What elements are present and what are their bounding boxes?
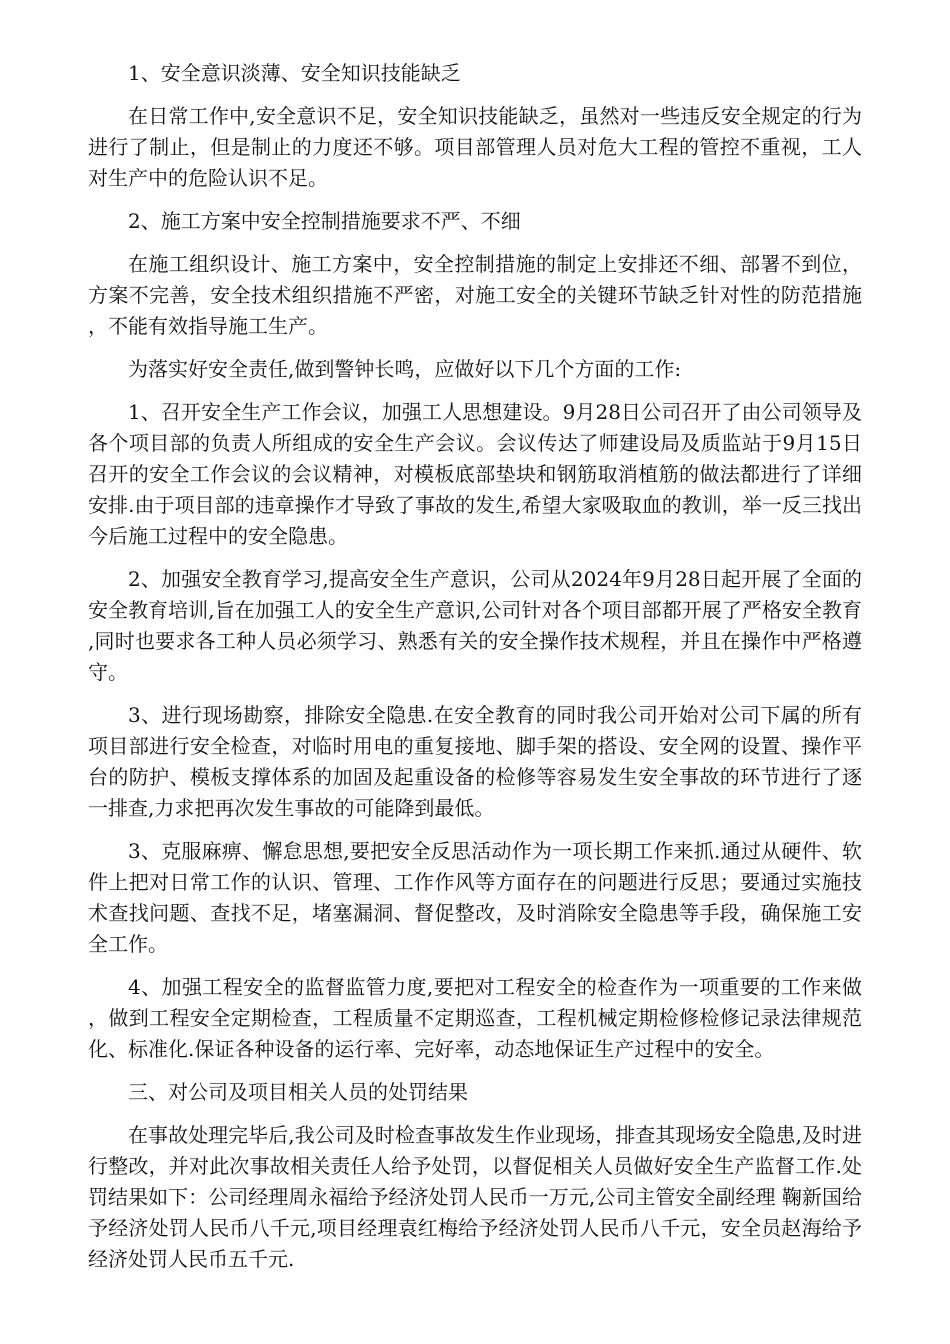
paragraph-measure-education: 2、加强安全教育学习,提高安全生产意识，公司从2024年9月28日起开展了全面的安全教育培训,旨在加强工人的安全生产意识,公司针对各个项目部都开展了严格安全教育,同时也要求各工种人员必须学习、熟悉有关的安全操作技术规程，并且在操作中严格遵守。 bbox=[88, 567, 862, 684]
section-heading-penalties: 三、对公司及项目相关人员的处罚结果 bbox=[128, 1080, 468, 1104]
section-heading-construction-plan: 2、施工方案中安全控制措施要求不严、不细 bbox=[128, 209, 521, 233]
paragraph-measure-inspection: 3、进行现场勘察，排除安全隐患.在安全教育的同时我公司开始对公司下属的所有项目部进行安全检查，对临时用电的重复接地、脚手架的搭设、安全网的设置、操作平台的防护、模板支撑体系的加固及起重设备的检修等容易发生安全事故的环节进行了逐一排查,力求把再次发生事故的可能降到最低。 bbox=[88, 703, 862, 820]
paragraph-construction-plan: 在施工组织设计、施工方案中，安全控制措施的制定上安排还不细、部署不到位，方案不完善，安全技术组织措施不严密，对施工安全的关键环节缺乏针对性的防范措施，不能有效指导施工生产。 bbox=[88, 252, 862, 338]
paragraph-safety-awareness: 在日常工作中,安全意识不足，安全知识技能缺乏，虽然对一些违反安全规定的行为进行了制止，但是制止的力度还不够。项目部管理人员对危大工程的管控不重视，工人对生产中的危险认识不足。 bbox=[88, 104, 862, 190]
section-heading-safety-awareness: 1、安全意识淡薄、安全知识技能缺乏 bbox=[128, 61, 461, 85]
paragraph-intro-measures: 为落实好安全责任,做到警钟长鸣，应做好以下几个方面的工作: bbox=[128, 357, 682, 381]
paragraph-measure-supervision: 4、加强工程安全的监督监管力度,要把对工程安全的检查作为一项重要的工作来做，做到工程安全定期检查，工程质量不定期巡查，工程机械定期检修检修记录法律规范化、标准化.保证各种设备的运行率、完好率，动态地保证生产过程中的安全。 bbox=[88, 975, 862, 1061]
paragraph-penalties: 在事故处理完毕后,我公司及时检查事故发生作业现场，排查其现场安全隐患,及时进行整改，并对此次事故相关责任人给予处罚，以督促相关人员做好安全生产监督工作.处罚结果如下：公司经理周永福给予经济处罚人民币一万元,公司主管安全副经理 鞠新国给予经济处罚人民币八千元,项目经理袁红梅给予经济处罚人民币八千元，安全员赵海给予经济处罚人民币五千元. bbox=[88, 1123, 862, 1271]
paragraph-measure-reflection: 3、克服麻痹、懈怠思想,要把安全反思活动作为一项长期工作来抓.通过从硬件、软件上把对日常工作的认识、管理、工作作风等方面存在的问题进行反思；要通过实施技术查找问题、查找不足，堵塞漏洞、督促整改，及时消除安全隐患等手段，确保施工安全工作。 bbox=[88, 839, 862, 956]
paragraph-measure-meeting: 1、召开安全生产工作会议，加强工人思想建设。9月28日公司召开了由公司领导及各个项目部的负责人所组成的安全生产会议。会议传达了师建设局及质监站于9月15日召开的安全工作会议的会议精神，对模板底部垫块和钢筋取消植筋的做法都进行了详细安排.由于项目部的违章操作才导致了事故的发生,希望大家吸取血的教训，举一反三找出今后施工过程中的安全隐患。 bbox=[88, 400, 862, 548]
